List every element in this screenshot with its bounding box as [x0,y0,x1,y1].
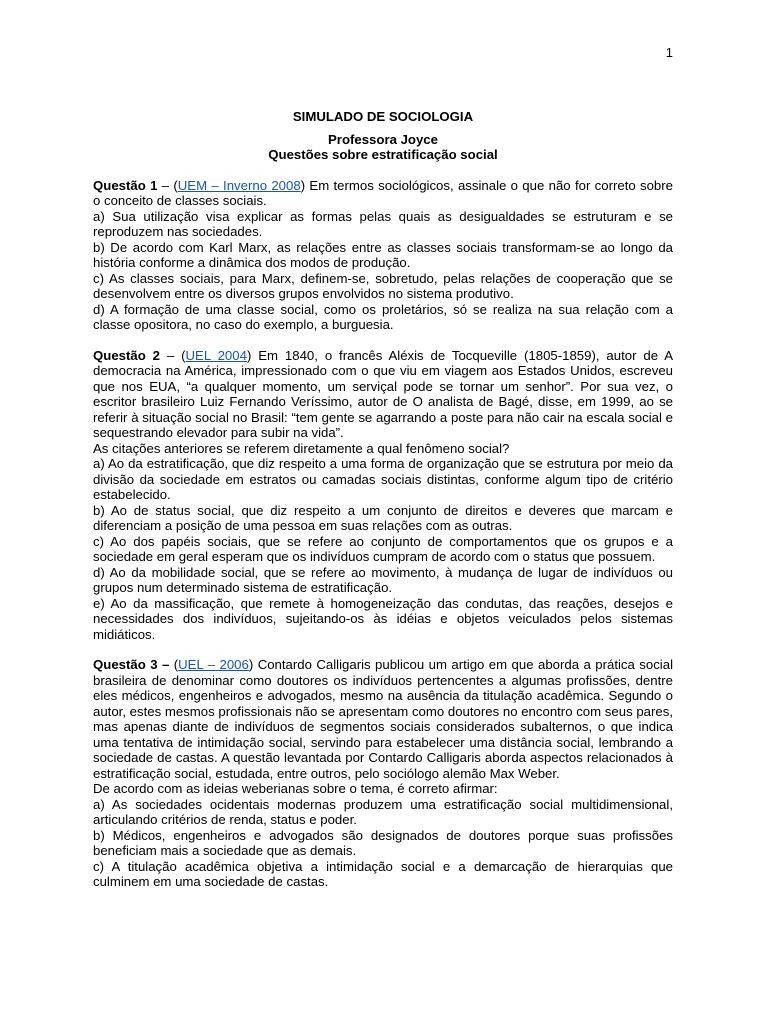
option-b: b) Médicos, engenheiros e advogados são designados de doutores porque suas profissões beneficiam mais a sociedade que as demais. [93,827,673,858]
question-prompt: De acordo com as ideias weberianas sobre o tema, é correto afirmar: [93,781,498,796]
question-dash: – ( [160,347,186,363]
question-dash: ( [169,657,179,672]
option-b: b) De acordo com Karl Marx, as relações entre as classes sociais transformam-se ao longo da história conforme a dinâmica dos modos de produção. [93,239,673,270]
source-link[interactable]: UEL – 2006 [178,657,249,672]
question-label: Questão 2 [93,347,160,363]
option-a: a) Ao da estratificação, que diz respeito a uma forma de organização que se estrutura por meio da divisão da sociedade em estratos ou camadas sociais distintas, conforme algum tipo de critério estabelecido. [93,456,673,502]
question-2 [93,348,673,643]
option-e: e) Ao da massificação, que remete à homogeneização das condutas, das reações, desejos e necessidades dos indivíduos, sujeitando-os às idéias e objetos veiculados pelos sistemas midiáticos. [93,595,673,642]
question-label: Questão 1 [93,177,158,193]
question-1 [93,178,673,333]
question-3 [93,657,673,890]
option-a: a) As sociedades ocidentais modernas produzem uma estratificação social multidimensional, articulando critérios de renda, status e poder. [93,796,673,827]
question-text: Contardo Calligaris publicou um artigo em que aborda a prática social brasileira de denominar como doutores os indivíduos pertencentes a algumas profissões, dentre eles médicos, engenheiros e advogados, mesmo na ausência da titulação acadêmica. Segundo o autor, estes mesmos profissionais não se apresentam como doutores no encontro com seus pares, mas apenas diante de indivíduos de segmentos sociais considerados subalternos, o que indica uma tentativa de intimidação social, servindo para estabelecer uma distância social, lembrando a sociedade de castas. A questão levantada por Contardo Calligaris aborda aspectos relacionados à estratificação social, estudada, entre outros, pelo sociólogo alemão Max Weber. [93,657,673,781]
document-content [93,109,673,890]
question-close: ) [248,657,254,672]
question-label: Questão 3 – [93,657,170,672]
question-close: ) [300,177,306,193]
option-c: c) A titulação acadêmica objetiva a intimidação social e a demarcação de hierarquias que culminem em uma sociedade de castas. [93,858,673,889]
option-c: c) As classes sociais, para Marx, definem-se, sobretudo, pelas relações de cooperação que se desenvolvem entre os diversos grupos envolvidos no sistema produtivo. [93,270,673,301]
option-c: c) Ao dos papéis sociais, que se refere ao conjunto de comportamentos que os grupos e a sociedade em geral esperam que os indivíduos cumpram de acordo com o status que possuem. [93,533,673,564]
question-prompt: As citações anteriores se referem diretamente a qual fenômeno social? [93,440,510,456]
question-statement [93,657,673,781]
option-d: d) Ao da mobilidade social, que se refere ao movimento, à mudança de lugar de indivíduos ou grupos num determinado sistema de estratificação. [93,564,673,595]
page-number: 1 [665,45,673,60]
source-link[interactable]: UEL 2004 [185,347,247,363]
source-link[interactable]: UEM – Inverno 2008 [177,177,301,193]
option-d: d) A formação de uma classe social, como os proletários, só se realiza na sua relação com a classe opositora, no caso do exemplo, a burguesia. [93,301,673,332]
question-close: ) [246,347,252,363]
question-text: Em 1840, o francês Aléxis de Tocqueville (1805-1859), autor de A democracia na América, impressionado com o que viu em viagem aos Estados Unidos, escreveu que nos EUA, “a qualquer momento, um serviçal pode se tornar um senhor”. Por sua vez, o escritor brasileiro Luiz Fernando Veríssimo, autor de O analista de Bagé, disse, em 1999, ao se referir à situação social no Brasil: “tem gente se agarrando a poste para não cair na escala social e sequestrando elevador para subir na vida”. [93,347,674,440]
question-dash: – ( [157,177,178,193]
teacher-name: Professora Joyce [328,131,438,147]
question-statement [93,348,673,441]
option-a: a) Sua utilização visa explicar as formas pelas quais as desigualdades se estruturam e se reproduzem nas sociedades. [93,208,673,239]
document-title: SIMULADO DE SOCIOLOGIA [292,109,474,124]
option-b: b) Ao de status social, que diz respeito a um conjunto de direitos e deveres que marcam e diferenciam a posição de uma pessoa em suas relações com as outras. [93,502,673,533]
question-text: Em termos sociológicos, assinale o que não for correto sobre o conceito de classes sociais. [93,177,673,208]
question-statement [93,178,673,209]
document-subtitle: Questões sobre estratificação social [268,147,498,162]
